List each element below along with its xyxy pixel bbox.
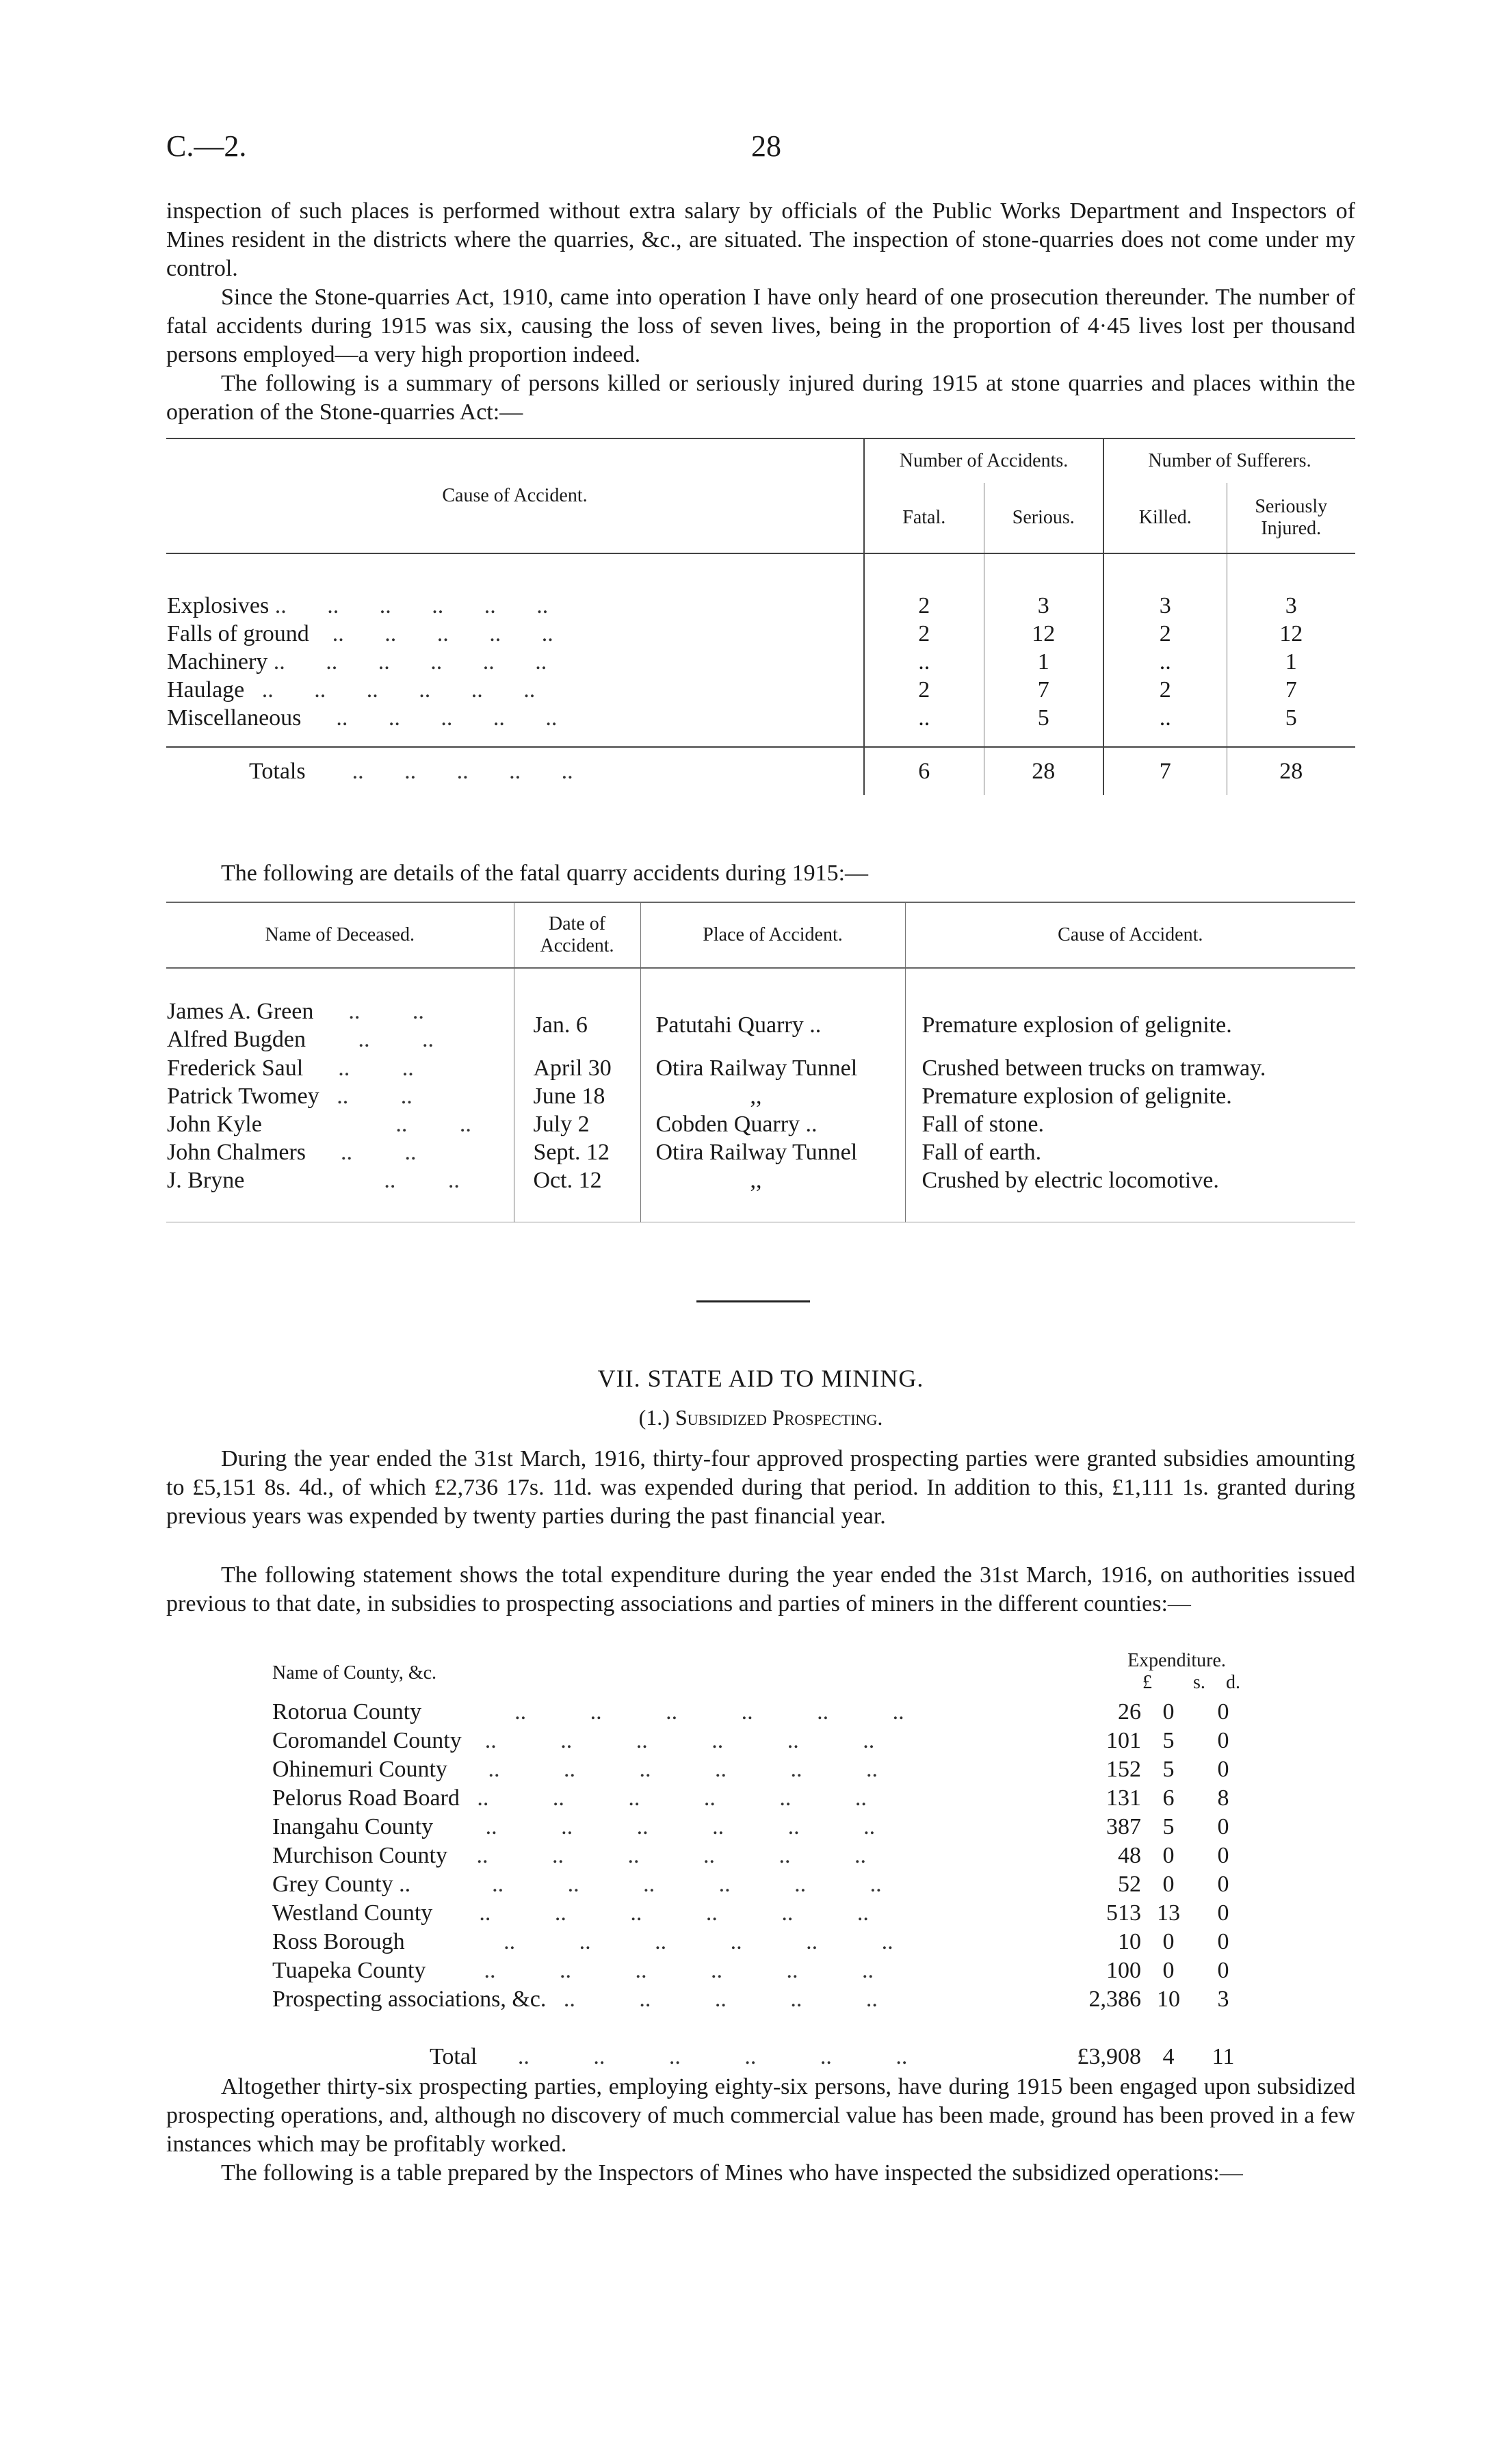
county-name: Prospecting associations, &c. — [272, 1987, 547, 2012]
deceased-name: Frederick Saul .. .. — [167, 1055, 414, 1081]
total-pence: 11 — [1212, 2044, 1235, 2069]
header-injured: Seriously Injured. — [1227, 483, 1355, 553]
pounds-value: 152 — [1106, 1757, 1141, 1782]
pounds-value: 513 — [1106, 1900, 1141, 1926]
shillings-value: 6 — [1162, 1785, 1175, 1811]
paragraph-summary-intro: The following is a summary of persons killed or seriously injured during 1915 at stone quarries and places within the operation of the Stone-quarries Act:— — [166, 371, 1355, 425]
table-row: Falls of ground .. .. .. .. .. 2 12 2 12 — [166, 620, 1355, 648]
paragraph-parties: Altogether thirty-six prospecting parties, employing eighty-six persons, have during 1915 been engaged upon subsidized prospecting operations, and, although no discovery of much commercial value has been made, ground has been proved in a few instances which may be profitably worked. — [166, 2074, 1355, 2157]
table-row — [166, 1054, 1355, 1082]
injured-value: 1 — [1227, 648, 1355, 676]
pence-value: 0 — [1217, 1929, 1229, 1954]
total-label: Total — [430, 2044, 478, 2069]
table-row: Inangahu County .. .. .. .. .. .. 387 5 0 — [272, 1813, 1251, 1842]
fatal-value: .. — [864, 648, 984, 676]
total-row: Total .. .. .. .. .. .. £3,908 4 11 — [272, 2043, 1251, 2071]
table-row: Ross Borough .. .. .. .. .. .. 10 0 0 — [272, 1928, 1251, 1956]
pence-value: 0 — [1217, 1843, 1229, 1868]
county-name: Murchison County — [272, 1843, 447, 1868]
accident-date: Jan. 6 — [514, 997, 640, 1054]
pounds-value: 387 — [1106, 1814, 1141, 1839]
pounds-value: 100 — [1106, 1958, 1141, 1983]
total-pounds: £3,908 — [1077, 2044, 1141, 2069]
table-row: Machinery .. .. .. .. .. .. .. 1 .. 1 — [166, 648, 1355, 676]
table-row: Tuapeka County .. .. .. .. .. .. 100 0 0 — [272, 1956, 1251, 1985]
section-title: VII. STATE AID TO MINING. — [597, 1365, 924, 1392]
killed-value: .. — [1103, 648, 1227, 676]
cause-label: Explosives — [167, 592, 270, 618]
header-shillings: s. — [1193, 1672, 1205, 1693]
table-row: Coromandel County .. .. .. .. .. .. 101 5 0 — [272, 1727, 1251, 1755]
pounds-value: 2,386 — [1088, 1987, 1141, 2012]
fatal-value: 2 — [864, 676, 984, 704]
accident-cause: Fall of stone. — [905, 1110, 1355, 1138]
county-name: Inangahu County — [272, 1814, 434, 1839]
accident-cause: Crushed between trucks on tramway. — [905, 1054, 1355, 1082]
header-sufferers: Number of Sufferers. — [1103, 438, 1355, 483]
section-subtitle: (1.) Subsidized Prospecting. — [638, 1405, 883, 1430]
shillings-value: 5 — [1162, 1728, 1175, 1753]
killed-value: 3 — [1103, 592, 1227, 620]
accident-date: Sept. 12 — [514, 1138, 640, 1166]
serious-value: 1 — [984, 648, 1103, 676]
killed-value: .. — [1103, 704, 1227, 732]
pounds-value: 48 — [1118, 1843, 1141, 1868]
accident-cause: Premature explosion of gelignite. — [905, 1082, 1355, 1110]
paragraph-inspectors-table-intro: The following is a table prepared by the Inspectors of Mines who have inspected the subsidized operations:— — [221, 2160, 1243, 2186]
paragraph-subsidies: During the year ended the 31st March, 1916, thirty-four approved prospecting parties were granted subsidies amounting to £5,151 8s. 4d., of which £2,736 17s. 11d. was expended during that period. In addition to this, £1,111 1s. granted during previous years was expended by twenty parties during the past financial year. — [166, 1446, 1355, 1529]
accident-date: June 18 — [514, 1082, 640, 1110]
cause-label: Machinery — [167, 648, 268, 674]
header-accidents: Number of Accidents. — [864, 438, 1103, 483]
total-shillings: 4 — [1162, 2044, 1175, 2069]
pounds-value: 10 — [1118, 1929, 1141, 1954]
injured-value: 5 — [1227, 704, 1355, 732]
serious-value: 3 — [984, 592, 1103, 620]
header-place: Place of Accident. — [640, 902, 905, 968]
county-name: Coromandel County — [272, 1728, 462, 1753]
header-date: Date of Accident. — [514, 902, 640, 968]
header-cause-of-accident: Cause of Accident. — [905, 902, 1355, 968]
table-row: Haulage .. .. .. .. .. .. 2 7 2 7 — [166, 676, 1355, 704]
county-name: Westland County — [272, 1900, 433, 1926]
pounds-value: 26 — [1118, 1699, 1141, 1725]
deceased-name: James A. Green .. .. — [167, 999, 424, 1024]
table-row: Explosives .. .. .. .. .. .. 2 3 3 3 — [166, 592, 1355, 620]
table-row: Westland County .. .. .. .. .. .. 513 13 0 — [272, 1899, 1251, 1928]
accident-place: Patutahi Quarry .. — [640, 997, 905, 1054]
fatal-value: .. — [864, 704, 984, 732]
accident-cause: Crushed by electric locomotive. — [905, 1166, 1355, 1194]
shillings-value: 10 — [1157, 1987, 1180, 2012]
pence-value: 0 — [1217, 1900, 1229, 1926]
deceased-name: John Kyle .. .. — [167, 1111, 471, 1137]
shillings-value: 5 — [1162, 1814, 1175, 1839]
header-cause: Cause of Accident. — [442, 485, 588, 506]
pounds-value: 131 — [1106, 1785, 1141, 1811]
page-number: 28 — [751, 129, 781, 163]
accident-date: April 30 — [514, 1054, 640, 1082]
injured-value: 3 — [1227, 592, 1355, 620]
deceased-name: J. Bryne .. .. — [167, 1167, 460, 1193]
serious-value: 7 — [984, 676, 1103, 704]
pence-value: 0 — [1217, 1958, 1229, 1983]
header-expenditure: Expenditure. — [1127, 1650, 1226, 1671]
serious-value: 5 — [984, 704, 1103, 732]
fatal-accidents-table — [166, 902, 1355, 1222]
shillings-value: 5 — [1162, 1757, 1175, 1782]
accident-place: ,, — [640, 1166, 905, 1194]
table-row: Grey County .. .. .. .. .. .. .. 52 0 0 — [272, 1870, 1251, 1899]
deceased-name: Patrick Twomey .. .. — [167, 1083, 413, 1109]
county-name: Rotorua County — [272, 1699, 422, 1725]
paragraph-prosecution: Since the Stone-quarries Act, 1910, came into operation I have only heard of one prosecution thereunder. The number of fatal accidents during 1915 was six, causing the loss of seven lives, being in the proportion of 4·45 lives lost per thousand persons employed—a very high proportion indeed. — [166, 285, 1355, 367]
totals-row: Totals .. .. .. .. .. 6 28 7 28 — [166, 747, 1355, 795]
table-row: Miscellaneous .. .. .. .. .. .. 5 .. 5 — [166, 704, 1355, 732]
table-row: Rotorua County .. .. .. .. .. .. 26 0 0 — [272, 1698, 1251, 1727]
accident-place: Cobden Quarry .. — [640, 1110, 905, 1138]
shillings-value: 0 — [1162, 1929, 1175, 1954]
accident-place: Otira Railway Tunnel — [640, 1054, 905, 1082]
county-name: Tuapeka County — [272, 1958, 426, 1983]
killed-value: 2 — [1103, 676, 1227, 704]
table-row — [166, 1166, 1355, 1194]
table-row — [166, 1110, 1355, 1138]
header-killed: Killed. — [1103, 483, 1227, 553]
pence-value: 0 — [1217, 1872, 1229, 1897]
pence-value: 0 — [1217, 1814, 1229, 1839]
header-pounds: £ — [1142, 1672, 1152, 1693]
cause-label: Falls of ground — [167, 620, 309, 646]
deceased-name: Alfred Bugden .. .. — [167, 1027, 434, 1052]
cause-label: Haulage — [167, 677, 245, 703]
paragraph-expenditure-intro: The following statement shows the total expenditure during the year ended the 31st March, 1916, on authorities issued previous to that date, in subsidies to prospecting associations and parties of miners in the different counties:— — [166, 1562, 1355, 1616]
serious-value: 12 — [984, 620, 1103, 648]
injured-value: 7 — [1227, 676, 1355, 704]
injured-value: 12 — [1227, 620, 1355, 648]
county-name: Grey County .. — [272, 1872, 411, 1897]
pounds-value: 101 — [1106, 1728, 1141, 1753]
document-code: C.—2. — [166, 129, 247, 163]
shillings-value: 0 — [1162, 1843, 1175, 1868]
pence-value: 0 — [1217, 1728, 1229, 1753]
accident-place: ,, — [640, 1082, 905, 1110]
accidents-summary-table — [166, 438, 1355, 795]
shillings-value: 0 — [1162, 1958, 1175, 1983]
header-name: Name of Deceased. — [265, 924, 415, 945]
shillings-value: 0 — [1162, 1699, 1175, 1725]
pence-value: 8 — [1217, 1785, 1229, 1811]
county-name: Ohinemuri County — [272, 1757, 447, 1782]
header-serious: Serious. — [984, 483, 1103, 553]
table-row — [166, 1138, 1355, 1166]
header-county-name: Name of County, &c. — [272, 1662, 437, 1683]
pence-value: 3 — [1217, 1987, 1229, 2012]
pounds-value: 52 — [1118, 1872, 1141, 1897]
accident-cause: Premature explosion of gelignite. — [905, 997, 1355, 1054]
expenditure-table — [272, 1698, 1251, 2071]
deceased-name: John Chalmers .. .. — [167, 1139, 417, 1165]
total-serious: 28 — [984, 747, 1103, 795]
table-row: Pelorus Road Board .. .. .. .. .. .. 131 6 8 — [272, 1784, 1251, 1813]
fatal-value: 2 — [864, 620, 984, 648]
accident-cause: Fall of earth. — [905, 1138, 1355, 1166]
cause-label: Miscellaneous — [167, 705, 302, 731]
header-fatal: Fatal. — [864, 483, 984, 553]
total-fatal: 6 — [864, 747, 984, 795]
table-row: Murchison County .. .. .. .. .. .. 48 0 0 — [272, 1842, 1251, 1870]
accident-place: Otira Railway Tunnel — [640, 1138, 905, 1166]
section-divider — [696, 1300, 810, 1302]
totals-label: Totals — [249, 758, 306, 784]
county-name: Pelorus Road Board — [272, 1785, 460, 1811]
accident-date: July 2 — [514, 1110, 640, 1138]
accident-date: Oct. 12 — [514, 1166, 640, 1194]
table-row: Prospecting associations, &c. .. .. .. .. .. 2,386 10 3 — [272, 1985, 1251, 2014]
shillings-value: 0 — [1162, 1872, 1175, 1897]
fatal-value: 2 — [864, 592, 984, 620]
header-pence: d. — [1226, 1672, 1240, 1693]
killed-value: 2 — [1103, 620, 1227, 648]
county-name: Ross Borough — [272, 1929, 405, 1954]
shillings-value: 13 — [1157, 1900, 1180, 1926]
total-injured: 28 — [1227, 747, 1355, 795]
pence-value: 0 — [1217, 1699, 1229, 1725]
paragraph-fatal-intro: The following are details of the fatal quarry accidents during 1915:— — [221, 861, 869, 886]
pence-value: 0 — [1217, 1757, 1229, 1782]
total-killed: 7 — [1103, 747, 1227, 795]
table-row: Ohinemuri County .. .. .. .. .. .. 152 5 0 — [272, 1755, 1251, 1784]
paragraph-inspection: inspection of such places is performed without extra salary by officials of the Public Works Department and Inspectors of Mines resident in the districts where the quarries, &c., are situated. The inspection of stone-quarries does not come under my control. — [166, 198, 1355, 281]
table-row — [166, 997, 1355, 1054]
table-row — [166, 1082, 1355, 1110]
